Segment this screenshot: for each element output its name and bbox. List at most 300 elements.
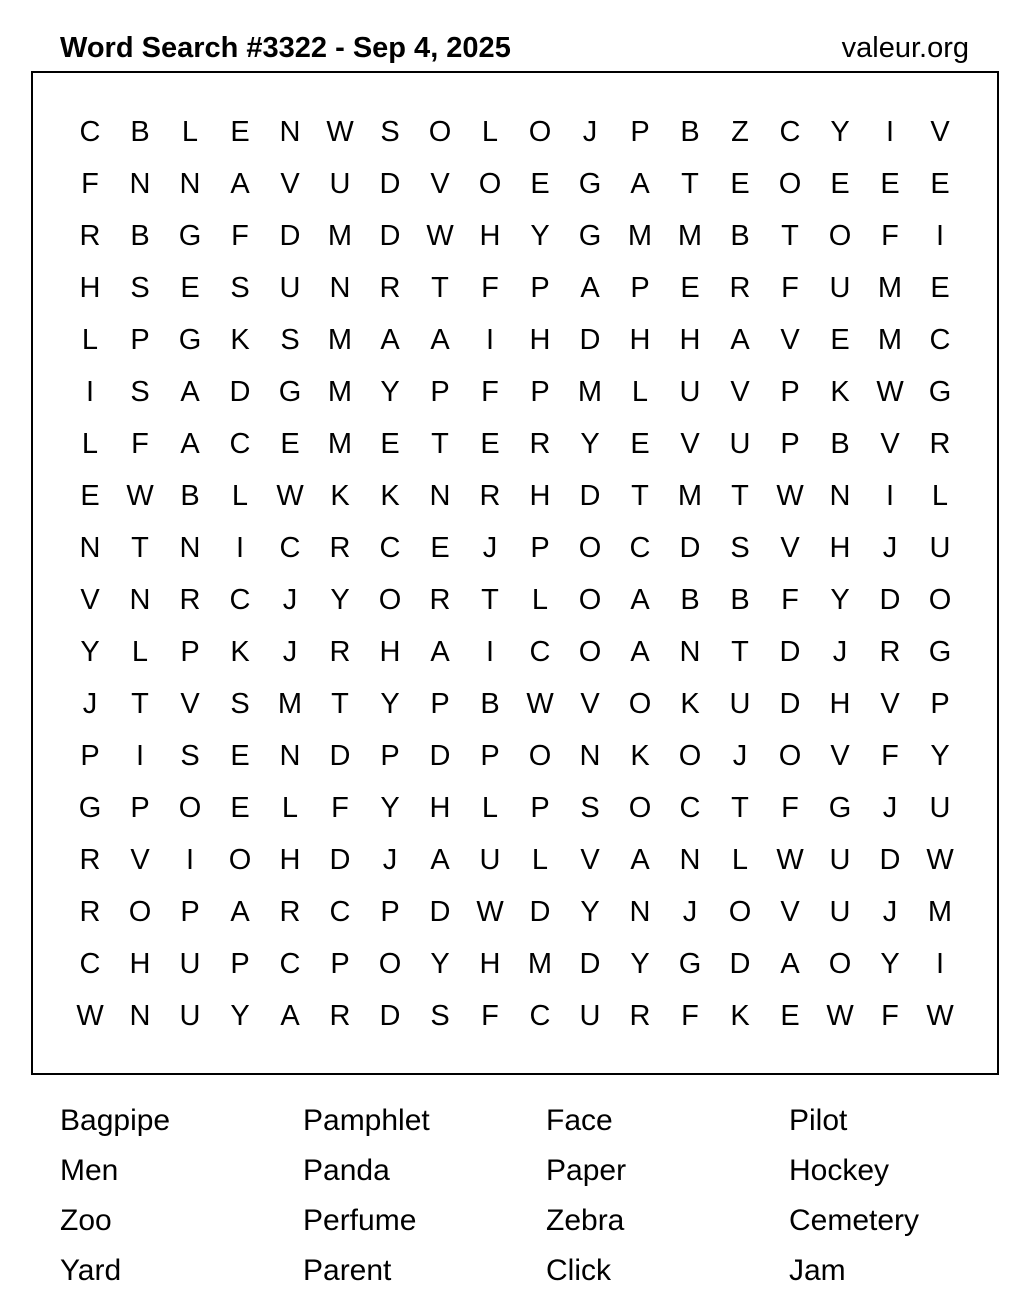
grid-cell[interactable]: W xyxy=(926,999,954,1032)
grid-cell[interactable]: E xyxy=(630,427,650,460)
grid-cell[interactable]: U xyxy=(179,947,201,980)
grid-cell[interactable]: R xyxy=(879,635,901,668)
grid-cell[interactable]: W xyxy=(326,115,354,148)
grid-cell[interactable]: I xyxy=(885,479,895,512)
grid-cell[interactable]: J xyxy=(482,531,498,564)
grid-cell[interactable]: S xyxy=(180,739,200,772)
grid-cell[interactable]: P xyxy=(80,739,100,772)
grid-cell[interactable]: F xyxy=(481,375,499,408)
grid-cell[interactable]: E xyxy=(80,479,100,512)
grid-cell[interactable]: I xyxy=(885,115,895,148)
grid-cell[interactable]: T xyxy=(731,791,749,824)
grid-cell[interactable]: V xyxy=(830,739,850,772)
grid-cell[interactable]: M xyxy=(527,947,553,980)
grid-cell[interactable]: D xyxy=(429,739,451,772)
grid-cell[interactable]: I xyxy=(485,323,495,356)
grid-cell[interactable]: C xyxy=(329,895,351,928)
grid-cell[interactable]: B xyxy=(180,479,200,512)
grid-cell[interactable]: D xyxy=(579,947,601,980)
grid-cell[interactable]: W xyxy=(926,843,954,876)
grid-cell[interactable]: O xyxy=(778,739,802,772)
grid-cell[interactable]: H xyxy=(429,791,451,824)
grid-cell[interactable]: L xyxy=(481,791,499,824)
grid-cell[interactable]: N xyxy=(179,531,201,564)
grid-cell[interactable]: V xyxy=(80,583,100,616)
grid-cell[interactable]: L xyxy=(81,323,99,356)
grid-cell[interactable]: R xyxy=(329,531,351,564)
grid-cell[interactable]: M xyxy=(927,895,953,928)
grid-cell[interactable]: L xyxy=(531,583,549,616)
grid-cell[interactable]: U xyxy=(729,427,751,460)
grid-cell[interactable]: A xyxy=(630,843,650,876)
grid-cell[interactable]: Y xyxy=(630,947,650,980)
grid-cell[interactable]: I xyxy=(935,219,945,252)
grid-cell[interactable]: U xyxy=(729,687,751,720)
grid-cell[interactable]: C xyxy=(629,531,651,564)
grid-cell[interactable]: I xyxy=(935,947,945,980)
grid-cell[interactable]: L xyxy=(481,115,499,148)
grid-cell[interactable]: A xyxy=(380,323,400,356)
grid-cell[interactable]: M xyxy=(677,219,703,252)
grid-cell[interactable]: W xyxy=(126,479,154,512)
grid-cell[interactable]: F xyxy=(481,271,499,304)
grid-cell[interactable]: C xyxy=(79,947,101,980)
grid-cell[interactable]: D xyxy=(579,323,601,356)
grid-cell[interactable]: N xyxy=(829,479,851,512)
grid-cell[interactable]: J xyxy=(282,635,298,668)
grid-cell[interactable]: A xyxy=(730,323,750,356)
grid-cell[interactable]: O xyxy=(378,583,402,616)
grid-cell[interactable]: M xyxy=(327,375,353,408)
grid-cell[interactable]: D xyxy=(579,479,601,512)
grid-cell[interactable]: H xyxy=(379,635,401,668)
grid-cell[interactable]: N xyxy=(279,739,301,772)
grid-cell[interactable]: O xyxy=(628,687,652,720)
grid-cell[interactable]: W xyxy=(826,999,854,1032)
grid-cell[interactable]: H xyxy=(529,323,551,356)
grid-cell[interactable]: D xyxy=(729,947,751,980)
grid-cell[interactable]: P xyxy=(130,323,150,356)
grid-cell[interactable]: B xyxy=(730,583,750,616)
grid-cell[interactable]: M xyxy=(577,375,603,408)
grid-cell[interactable]: W xyxy=(876,375,904,408)
grid-cell[interactable]: R xyxy=(279,895,301,928)
grid-cell[interactable]: F xyxy=(81,167,99,200)
grid-cell[interactable]: V xyxy=(180,687,200,720)
grid-cell[interactable]: E xyxy=(780,999,800,1032)
grid-cell[interactable]: H xyxy=(829,687,851,720)
grid-cell[interactable]: J xyxy=(82,687,98,720)
grid-cell[interactable]: P xyxy=(530,375,550,408)
grid-cell[interactable]: Y xyxy=(380,791,400,824)
grid-cell[interactable]: C xyxy=(779,115,801,148)
grid-cell[interactable]: J xyxy=(882,531,898,564)
grid-cell[interactable]: R xyxy=(529,427,551,460)
grid-cell[interactable]: A xyxy=(630,167,650,200)
grid-cell[interactable]: T xyxy=(731,635,749,668)
grid-cell[interactable]: M xyxy=(327,427,353,460)
grid-cell[interactable]: J xyxy=(882,895,898,928)
grid-cell[interactable]: P xyxy=(630,115,650,148)
grid-cell[interactable]: C xyxy=(279,947,301,980)
grid-cell[interactable]: T xyxy=(431,271,449,304)
grid-cell[interactable]: A xyxy=(430,323,450,356)
grid-cell[interactable]: V xyxy=(280,167,300,200)
grid-cell[interactable]: G xyxy=(78,791,102,824)
grid-cell[interactable]: E xyxy=(930,271,950,304)
grid-cell[interactable]: P xyxy=(780,375,800,408)
grid-cell[interactable]: J xyxy=(732,739,748,772)
grid-cell[interactable]: E xyxy=(230,791,250,824)
grid-cell[interactable]: G xyxy=(828,791,852,824)
grid-cell[interactable]: L xyxy=(131,635,149,668)
grid-cell[interactable]: K xyxy=(630,739,650,772)
grid-cell[interactable]: V xyxy=(730,375,750,408)
grid-cell[interactable]: C xyxy=(529,999,551,1032)
grid-cell[interactable]: F xyxy=(781,271,799,304)
grid-cell[interactable]: F xyxy=(681,999,699,1032)
grid-cell[interactable]: K xyxy=(330,479,350,512)
grid-cell[interactable]: P xyxy=(180,895,200,928)
grid-cell[interactable]: O xyxy=(378,947,402,980)
grid-cell[interactable]: O xyxy=(678,739,702,772)
grid-cell[interactable]: F xyxy=(881,739,899,772)
grid-cell[interactable]: Y xyxy=(830,115,850,148)
grid-cell[interactable]: S xyxy=(230,271,250,304)
grid-cell[interactable]: E xyxy=(680,271,700,304)
grid-cell[interactable]: S xyxy=(580,791,600,824)
grid-cell[interactable]: R xyxy=(479,479,501,512)
grid-cell[interactable]: T xyxy=(781,219,799,252)
grid-cell[interactable]: P xyxy=(530,271,550,304)
grid-cell[interactable]: U xyxy=(829,271,851,304)
grid-cell[interactable]: P xyxy=(530,531,550,564)
grid-cell[interactable]: V xyxy=(880,687,900,720)
grid-cell[interactable]: M xyxy=(277,687,303,720)
grid-cell[interactable]: Y xyxy=(880,947,900,980)
grid-cell[interactable]: J xyxy=(382,843,398,876)
grid-cell[interactable]: C xyxy=(679,791,701,824)
grid-cell[interactable]: J xyxy=(682,895,698,928)
grid-cell[interactable]: P xyxy=(380,895,400,928)
grid-cell[interactable]: D xyxy=(229,375,251,408)
grid-cell[interactable]: T xyxy=(731,479,749,512)
grid-cell[interactable]: R xyxy=(729,271,751,304)
grid-cell[interactable]: B xyxy=(730,219,750,252)
grid-cell[interactable]: Y xyxy=(330,583,350,616)
grid-cell[interactable]: G xyxy=(928,375,952,408)
grid-cell[interactable]: T xyxy=(131,687,149,720)
grid-cell[interactable]: A xyxy=(630,583,650,616)
grid-cell[interactable]: N xyxy=(429,479,451,512)
grid-cell[interactable]: B xyxy=(480,687,500,720)
grid-cell[interactable]: J xyxy=(582,115,598,148)
grid-cell[interactable]: O xyxy=(228,843,252,876)
grid-cell[interactable]: A xyxy=(780,947,800,980)
grid-cell[interactable]: Y xyxy=(930,739,950,772)
grid-cell[interactable]: N xyxy=(329,271,351,304)
grid-cell[interactable]: Y xyxy=(580,895,600,928)
grid-cell[interactable]: H xyxy=(479,947,501,980)
grid-cell[interactable]: W xyxy=(476,895,504,928)
grid-cell[interactable]: M xyxy=(327,219,353,252)
grid-cell[interactable]: F xyxy=(231,219,249,252)
grid-cell[interactable]: N xyxy=(129,583,151,616)
grid-cell[interactable]: N xyxy=(129,999,151,1032)
grid-cell[interactable]: T xyxy=(481,583,499,616)
grid-cell[interactable]: T xyxy=(131,531,149,564)
grid-cell[interactable]: E xyxy=(230,739,250,772)
grid-cell[interactable]: V xyxy=(130,843,150,876)
grid-cell[interactable]: U xyxy=(579,999,601,1032)
grid-cell[interactable]: W xyxy=(426,219,454,252)
grid-cell[interactable]: E xyxy=(730,167,750,200)
grid-cell[interactable]: N xyxy=(129,167,151,200)
grid-cell[interactable]: P xyxy=(130,791,150,824)
grid-cell[interactable]: R xyxy=(429,583,451,616)
grid-cell[interactable]: G xyxy=(278,375,302,408)
grid-cell[interactable]: A xyxy=(430,843,450,876)
grid-cell[interactable]: D xyxy=(279,219,301,252)
grid-cell[interactable]: S xyxy=(730,531,750,564)
grid-cell[interactable]: O xyxy=(578,635,602,668)
grid-cell[interactable]: Y xyxy=(80,635,100,668)
grid-cell[interactable]: P xyxy=(430,687,450,720)
grid-cell[interactable]: P xyxy=(530,791,550,824)
grid-cell[interactable]: G xyxy=(178,323,202,356)
grid-cell[interactable]: A xyxy=(430,635,450,668)
grid-cell[interactable]: U xyxy=(829,895,851,928)
grid-cell[interactable]: H xyxy=(279,843,301,876)
grid-cell[interactable]: P xyxy=(180,635,200,668)
grid-cell[interactable]: I xyxy=(85,375,95,408)
grid-cell[interactable]: L xyxy=(531,843,549,876)
grid-cell[interactable]: F xyxy=(781,791,799,824)
grid-cell[interactable]: C xyxy=(929,323,951,356)
grid-cell[interactable]: V xyxy=(780,531,800,564)
grid-cell[interactable]: E xyxy=(430,531,450,564)
grid-cell[interactable]: I xyxy=(235,531,245,564)
grid-cell[interactable]: M xyxy=(627,219,653,252)
grid-cell[interactable]: E xyxy=(180,271,200,304)
grid-cell[interactable]: Y xyxy=(530,219,550,252)
grid-cell[interactable]: D xyxy=(379,219,401,252)
grid-cell[interactable]: T xyxy=(431,427,449,460)
grid-cell[interactable]: E xyxy=(830,323,850,356)
grid-cell[interactable]: O xyxy=(628,791,652,824)
grid-cell[interactable]: L xyxy=(731,843,749,876)
grid-cell[interactable]: E xyxy=(230,115,250,148)
grid-cell[interactable]: D xyxy=(329,739,351,772)
grid-cell[interactable]: O xyxy=(828,219,852,252)
grid-cell[interactable]: V xyxy=(780,323,800,356)
grid-cell[interactable]: L xyxy=(231,479,249,512)
grid-cell[interactable]: B xyxy=(130,115,150,148)
grid-cell[interactable]: H xyxy=(129,947,151,980)
grid-cell[interactable]: N xyxy=(79,531,101,564)
grid-cell[interactable]: P xyxy=(780,427,800,460)
grid-cell[interactable]: P xyxy=(630,271,650,304)
grid-cell[interactable]: V xyxy=(580,687,600,720)
grid-cell[interactable]: R xyxy=(379,271,401,304)
grid-cell[interactable]: B xyxy=(680,583,700,616)
grid-cell[interactable]: N xyxy=(579,739,601,772)
grid-cell[interactable]: S xyxy=(230,687,250,720)
grid-cell[interactable]: D xyxy=(329,843,351,876)
grid-cell[interactable]: O xyxy=(178,791,202,824)
grid-cell[interactable]: Z xyxy=(731,115,749,148)
grid-cell[interactable]: R xyxy=(929,427,951,460)
grid-cell[interactable]: C xyxy=(529,635,551,668)
grid-cell[interactable]: T xyxy=(631,479,649,512)
grid-cell[interactable]: U xyxy=(279,271,301,304)
grid-cell[interactable]: H xyxy=(829,531,851,564)
grid-cell[interactable]: M xyxy=(677,479,703,512)
grid-cell[interactable]: E xyxy=(530,167,550,200)
grid-cell[interactable]: E xyxy=(930,167,950,200)
grid-cell[interactable]: C xyxy=(379,531,401,564)
grid-cell[interactable]: K xyxy=(730,999,750,1032)
grid-cell[interactable]: O xyxy=(428,115,452,148)
grid-cell[interactable]: D xyxy=(379,999,401,1032)
grid-cell[interactable]: O xyxy=(478,167,502,200)
grid-cell[interactable]: R xyxy=(79,219,101,252)
grid-cell[interactable]: G xyxy=(678,947,702,980)
grid-cell[interactable]: V xyxy=(580,843,600,876)
grid-cell[interactable]: R xyxy=(179,583,201,616)
grid-cell[interactable]: O xyxy=(728,895,752,928)
grid-cell[interactable]: M xyxy=(877,323,903,356)
grid-cell[interactable]: I xyxy=(485,635,495,668)
grid-cell[interactable]: O xyxy=(578,583,602,616)
grid-cell[interactable]: V xyxy=(930,115,950,148)
grid-cell[interactable]: O xyxy=(528,739,552,772)
grid-cell[interactable]: C xyxy=(79,115,101,148)
grid-cell[interactable]: L xyxy=(181,115,199,148)
grid-cell[interactable]: L xyxy=(931,479,949,512)
grid-cell[interactable]: F xyxy=(881,219,899,252)
grid-cell[interactable]: Y xyxy=(380,687,400,720)
grid-cell[interactable]: L xyxy=(631,375,649,408)
grid-cell[interactable]: O xyxy=(578,531,602,564)
grid-cell[interactable]: D xyxy=(779,635,801,668)
grid-cell[interactable]: S xyxy=(130,375,150,408)
grid-cell[interactable]: V xyxy=(680,427,700,460)
grid-cell[interactable]: D xyxy=(879,583,901,616)
grid-cell[interactable]: P xyxy=(230,947,250,980)
grid-cell[interactable]: N xyxy=(679,635,701,668)
grid-cell[interactable]: G xyxy=(578,167,602,200)
grid-cell[interactable]: P xyxy=(330,947,350,980)
grid-cell[interactable]: R xyxy=(329,999,351,1032)
grid-cell[interactable]: K xyxy=(380,479,400,512)
grid-cell[interactable]: L xyxy=(281,791,299,824)
grid-cell[interactable]: Y xyxy=(430,947,450,980)
grid-cell[interactable]: W xyxy=(276,479,304,512)
grid-cell[interactable]: E xyxy=(480,427,500,460)
grid-cell[interactable]: O xyxy=(778,167,802,200)
grid-cell[interactable]: R xyxy=(79,843,101,876)
grid-cell[interactable]: A xyxy=(230,167,250,200)
grid-cell[interactable]: U xyxy=(829,843,851,876)
grid-cell[interactable]: T xyxy=(681,167,699,200)
grid-cell[interactable]: A xyxy=(280,999,300,1032)
grid-cell[interactable]: H xyxy=(529,479,551,512)
grid-cell[interactable]: F xyxy=(131,427,149,460)
grid-cell[interactable]: A xyxy=(630,635,650,668)
grid-cell[interactable]: K xyxy=(680,687,700,720)
grid-cell[interactable]: U xyxy=(929,791,951,824)
grid-cell[interactable]: P xyxy=(380,739,400,772)
grid-cell[interactable]: C xyxy=(229,427,251,460)
grid-cell[interactable]: Y xyxy=(830,583,850,616)
grid-cell[interactable]: S xyxy=(280,323,300,356)
grid-cell[interactable]: R xyxy=(329,635,351,668)
grid-cell[interactable]: S xyxy=(430,999,450,1032)
grid-cell[interactable]: U xyxy=(179,999,201,1032)
grid-cell[interactable]: K xyxy=(230,635,250,668)
grid-cell[interactable]: I xyxy=(185,843,195,876)
grid-cell[interactable]: Y xyxy=(230,999,250,1032)
grid-cell[interactable]: B xyxy=(130,219,150,252)
grid-cell[interactable]: F xyxy=(481,999,499,1032)
grid-cell[interactable]: S xyxy=(130,271,150,304)
grid-cell[interactable]: D xyxy=(379,167,401,200)
grid-cell[interactable]: U xyxy=(329,167,351,200)
grid-cell[interactable]: A xyxy=(580,271,600,304)
grid-cell[interactable]: R xyxy=(629,999,651,1032)
grid-cell[interactable]: D xyxy=(879,843,901,876)
grid-cell[interactable]: G xyxy=(178,219,202,252)
grid-cell[interactable]: O xyxy=(828,947,852,980)
grid-cell[interactable]: J xyxy=(832,635,848,668)
grid-cell[interactable]: V xyxy=(430,167,450,200)
grid-cell[interactable]: K xyxy=(230,323,250,356)
grid-cell[interactable]: E xyxy=(380,427,400,460)
grid-cell[interactable]: C xyxy=(279,531,301,564)
grid-cell[interactable]: G xyxy=(928,635,952,668)
grid-cell[interactable]: M xyxy=(327,323,353,356)
grid-cell[interactable]: H xyxy=(629,323,651,356)
grid-cell[interactable]: A xyxy=(230,895,250,928)
grid-cell[interactable]: E xyxy=(830,167,850,200)
grid-cell[interactable]: O xyxy=(128,895,152,928)
grid-cell[interactable]: J xyxy=(282,583,298,616)
grid-cell[interactable]: H xyxy=(479,219,501,252)
grid-cell[interactable]: D xyxy=(529,895,551,928)
grid-cell[interactable]: Y xyxy=(380,375,400,408)
grid-cell[interactable]: U xyxy=(479,843,501,876)
grid-cell[interactable]: P xyxy=(430,375,450,408)
grid-cell[interactable]: W xyxy=(776,479,804,512)
grid-cell[interactable]: N xyxy=(179,167,201,200)
grid-cell[interactable]: V xyxy=(780,895,800,928)
grid-cell[interactable]: P xyxy=(480,739,500,772)
grid-cell[interactable]: N xyxy=(679,843,701,876)
grid-cell[interactable]: R xyxy=(79,895,101,928)
grid-cell[interactable]: L xyxy=(81,427,99,460)
grid-cell[interactable]: J xyxy=(882,791,898,824)
grid-cell[interactable]: H xyxy=(79,271,101,304)
grid-cell[interactable]: B xyxy=(680,115,700,148)
grid-cell[interactable]: N xyxy=(279,115,301,148)
grid-cell[interactable]: W xyxy=(526,687,554,720)
grid-cell[interactable]: A xyxy=(180,427,200,460)
grid-cell[interactable]: D xyxy=(679,531,701,564)
grid-cell[interactable]: W xyxy=(76,999,104,1032)
grid-cell[interactable]: Y xyxy=(580,427,600,460)
grid-cell[interactable]: V xyxy=(880,427,900,460)
